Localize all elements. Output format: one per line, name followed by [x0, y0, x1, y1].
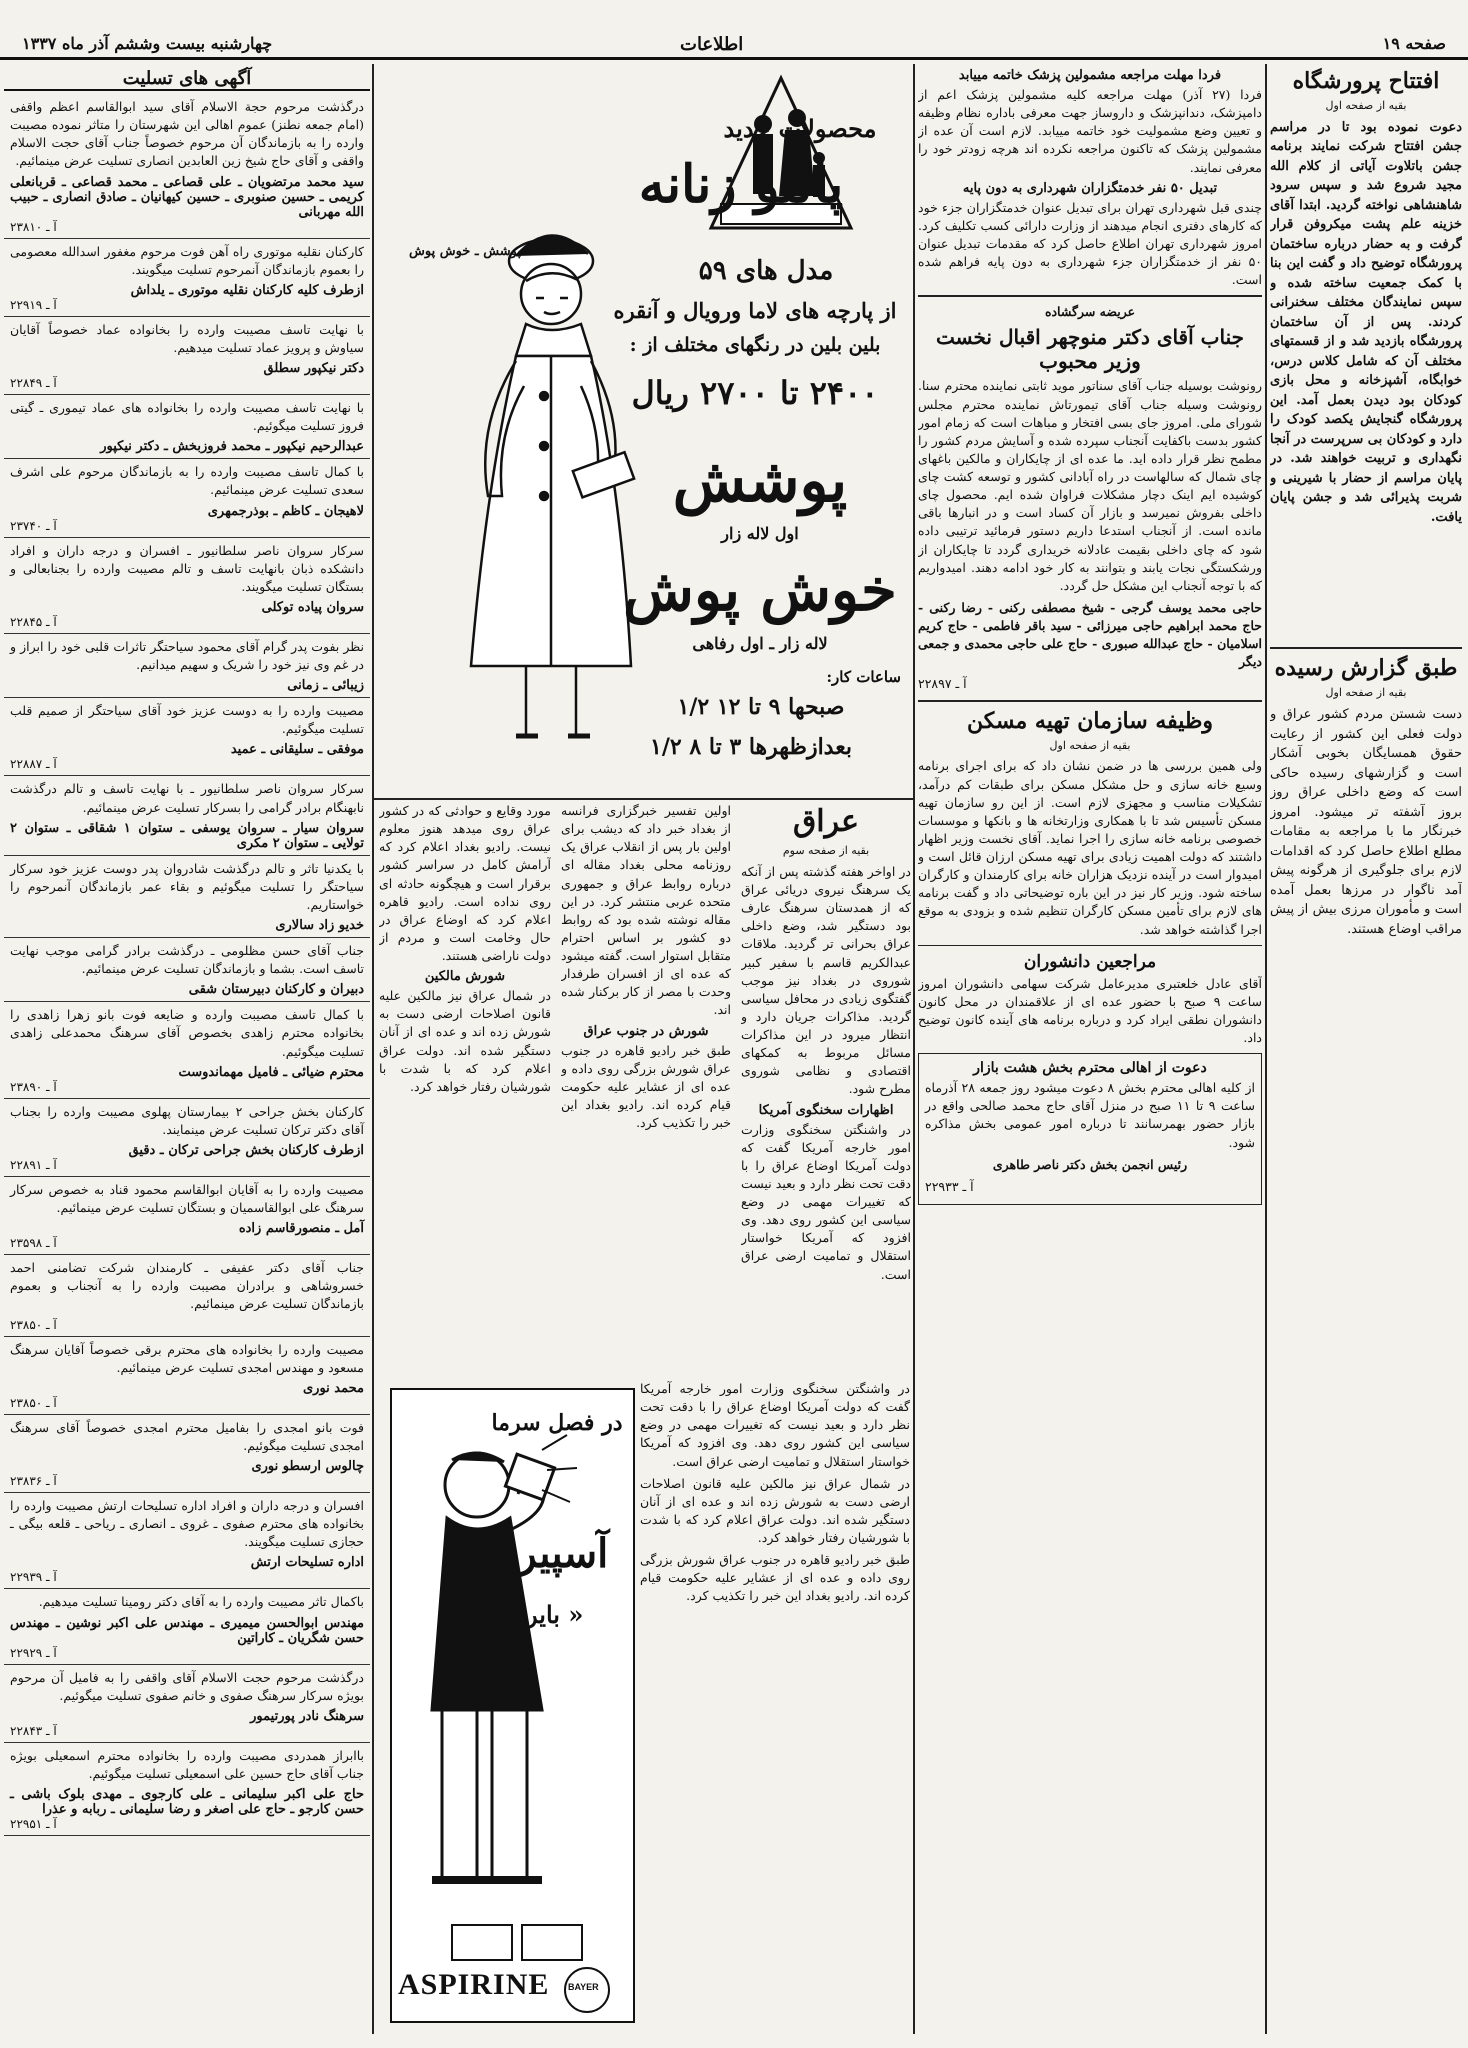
column-rule	[913, 64, 915, 2034]
center-right-column	[918, 66, 1262, 2034]
notice-body: نظر بفوت پدر گرام آقای محمود سیاحتگر تاثرات قلبی خود را ابراز و در غم وی نیز خود را شریک و سهیم میدانیم.	[10, 638, 364, 672]
iraq-col2b-text: طبق خبر رادیو قاهره در جنوب عراق شورش بزرگی روی داده و عده ای از عشایر علیه حکومت قیام کرده اند. رادیو بغداد این خبر را تکذیب کرد.	[561, 1042, 731, 1130]
notice-signature: اداره تسلیحات ارتش	[250, 1555, 364, 1571]
iraq-sub-3: شورش مالکین	[424, 969, 506, 985]
condolence-column	[4, 66, 370, 2034]
notice-body: با نهایت تاسف مصیبت وارده را بخانواده عماد خصوصاً آقایان سیاوش و پرویز عماد تسلیت میدهیم.	[10, 321, 364, 355]
notice-signature: مهندس ابوالحسن میمیری ـ مهندس علی اکبر نوشین ـ مهندس حسن شگریان ـ کاراتین	[10, 1615, 364, 1646]
condolence-notice	[4, 239, 370, 317]
open-letter-ref: آ ـ ۲۲۸۹۷	[918, 676, 967, 692]
iraq-article	[376, 802, 911, 1372]
bazaar-notice-title: دعوت از اهالی محترم بخش هشت بازار	[973, 1060, 1207, 1077]
news-headline-2: تبدیل ۵۰ نفر خدمتگزاران شهرداری به دون پایه	[962, 180, 1218, 196]
notice-body: مصیبت وارده را به آقایان ابوالقاسم محمود قناد به خصوص سرکار سرهنگ علی ابوالقاسمیان و بستگان تسلیت عرض مینمائیم.	[10, 1181, 364, 1215]
article-body: دعوت نموده بود تا در مراسم جشن افتتاح شرکت نمایند برنامه جشن باتلاوت آیاتی از کلام الله مجید شروع شد و سپس سرود شاهنشاهی نواخته گردید. ابتدا آقای خزینه علم پشت میکروفن قرار گرفت و به حضار درباره ساختمان پرورشگاه توضیح داد و گفت این بنا با کمک جمعیت ساخته شده و سپس نمایندگان مختلف سخنرانی کردند. پس از آن ساختمان پرورشگاه بازدید شد و از قسمتهای مختلف آن که شامل کلاس درس، خوابگاه، آشپزخانه و محل بازی کودکان بود دیدن بعمل آمد. این پرورشگاه گنجایش یکصد کودک را دارد و کودکان بی سرپرست در آنجا نگهداری و تربیت خواهند شد. در پایان مراسم از حضار با شیرینی و شربت پذیرائی شد و جشن پایان یافت.	[1270, 119, 1462, 525]
ad-title: پالتو زنانه	[638, 154, 844, 215]
condolence-notice	[4, 395, 370, 459]
store-pooshesh: پوشش	[672, 446, 848, 516]
store-khosh-poosh-address: لاله زار ـ اول رفاهی	[692, 634, 828, 653]
condolence-notice	[4, 938, 370, 1002]
notice-body: درگذشت مرحوم حجت الاسلام آقای واقفی را به فامیل آن مرحوم بویژه سرکار سرهنگ صفوی و خانم صفوی تسلیت میگوئیم.	[10, 1669, 364, 1703]
notice-body: کارکنان بخش جراحی ۲ بیمارستان پهلوی مصیبت وارده را بجناب آقای دکتر ترکان تسلیت عرض مینمایند.	[10, 1103, 364, 1137]
notice-signature: ازطرف کارکنان بخش جراحی ترکان ـ دقیق	[128, 1142, 364, 1158]
notice-ref: آ ـ ۲۲۸۴۹	[10, 376, 57, 390]
ad-colors: بلین بلین در رنگهای مختلف از :	[629, 334, 881, 356]
condolence-notice	[4, 94, 370, 239]
iraq-extra-text-3: طبق خبر رادیو قاهره در جنوب عراق شورش بزرگی روی داده و عده ای از عشایر علیه حکومت قیام کرده اند. رادیو بغداد این خبر را تکذیب کرد.	[640, 1552, 910, 1604]
condolence-notice	[4, 1099, 370, 1177]
housing-headline: وظیفه سازمان تهیه مسکن	[966, 707, 1214, 734]
notice-body: باابراز همدردی مصیبت وارده را بخانواده محترم اسمعیلی بویژه جناب آقای حاج حسین علی اسمعیلی تسلیت میگوئیم.	[10, 1747, 364, 1781]
ad-kicker: محصولات جدید	[723, 114, 877, 143]
iraq-continuation: بقیه از صفحه سوم	[782, 844, 870, 857]
notice-body: با نهایت تاسف مصیبت وارده را بخانواده های عماد تیموری ـ گیتی فروز تسلیت میگوئیم.	[10, 400, 364, 434]
notice-body: مصیبت وارده را به دوست عزیز خود آقای سیاحتگر از صمیم قلب تسلیت میگوئیم.	[10, 703, 364, 737]
notice-body: با یکدنیا تاثر و تالم درگذشت شادروان پدر دوست عزیز خود سرکار سیاحتگر را تسلیت میگوئیم و بقاء عمر بازماندگان آنمرحوم را خواستاریم.	[10, 860, 364, 912]
news-headline-1: فردا مهلت مراجعه مشمولین پزشک خاتمه مییابد	[958, 68, 1222, 83]
condolence-notice	[4, 698, 370, 776]
notice-ref: آ ـ ۲۲۸۹۱	[10, 1157, 57, 1172]
sneezing-man-drawing	[392, 1390, 633, 2021]
notice-ref: آ ـ ۲۲۹۳۹	[10, 1570, 57, 1585]
hours-morning: صبحها ۹ تا ۱۲ ۱/۲	[677, 694, 845, 720]
notice-signature: حاج علی اکبر سلیمانی ـ علی کارجوی ـ مهدی بلوک باشی ـ حسن کارجو ـ حاج علی اصغر و رضا سلیمانی ـ ربابه و عذرا	[10, 1787, 364, 1817]
condolence-notice	[4, 1002, 370, 1098]
ad-model: مدل های ۵۹	[698, 256, 834, 286]
danesh-body: آقای عادل خلعتبری مدیرعامل شرکت سهامی دانشوران امروز ساعت ۹ صبح با حضور عده ای از علاقمندان در محل کانون دانشوران نطقی ایراد کرد و درباره برنامه های آینده کانون توضیح داد.	[918, 975, 1262, 1046]
article-title-2: طبق گزارش رسیده	[1274, 655, 1458, 682]
notice-ref: آ ـ ۲۳۷۴۰	[10, 518, 57, 533]
housing-body: ولی همین بررسی ها در ضمن نشان داد که برای اجرای برنامه وسیع خانه سازی و حل مشکل مسکن برای طبقات کم درآمد، تشکیلات مناسب و مجهزی لازم است. از این رو سازمان تهیه مسکن تأسیس شد تا با همکاری وزارتخانه ها و بانکها و موسسات خصوصی برنامه خانه سازی را اجرا نماید. آقای نخست وزیر اظهار داشتند که دولت اهمیت زیادی برای تهیه مسکن ارزان قائل است و امیدوار است در آینده نزدیک هزاران خانه برای کارمندان و کارگران ساخته شود. وزیر کار نیز در این باره توضیحاتی داد و گفت برنامه های لازم برای تأمین مسکن کارگران تنظیم شده و بزودی به موقع اجرا گذاشته خواهد شد.	[918, 758, 1262, 937]
bazaar-notice-body: از کلیه اهالی محترم بخش ۸ دعوت میشود روز جمعه ۲۸ آذرماه ساعت ۹ تا ۱۱ صبح در منزل آقای حاج محمد صالحی واقع در بازار حضور بهمرسانند تا درباره امور عمومی بخش مذاکره شود.	[925, 1080, 1255, 1150]
aspirin-tagline: در فصل سرما	[491, 1410, 623, 1436]
notice-signature: عبدالرحیم نیکپور ـ محمد فروزبخش ـ دکتر نیکپور	[100, 439, 364, 455]
iraq-extra-text-2: در شمال عراق نیز مالکین علیه قانون اصلاحات ارضی دست به شورش زده اند و عده ای از آنان دستگیر شده اند. دولت عراق اعلام کرد که با شدت با شورشیان رفتار خواهد کرد.	[640, 1475, 910, 1545]
notice-body: سرکار سروان ناصر سلطانیور ـ افسران و درجه داران و افراد دانشکده ذبان بانهایت تاسف و تالم مصیبت وارده را بجنابعالی و بستگان تسلیت میگویند.	[10, 542, 364, 594]
notice-list	[4, 94, 370, 1836]
iraq-col1b-text: در واشنگتن سخنگوی وزارت امور خارجه آمریکا گفت که دولت آمریکا اوضاع عراق را با دقت تحت نظر دارد و بعید نیست که تغییرات مهمی در وضع سیاسی این کشور روی دهد. وی افزود که آمریکا خواستار استقلال و تمامیت ارضی عراق است.	[741, 1121, 911, 1282]
article-title: افتتاح پرورشگاه	[1292, 68, 1440, 94]
condolence-notice	[4, 317, 370, 395]
continuation-note-2: بقیه از صفحه اول	[1325, 686, 1407, 700]
iraq-col-2	[561, 802, 731, 1372]
notice-body: افسران و درجه داران و افراد اداره تسلیحات ارتش مصیبت وارده را بخانواده های محترم صفوی ـ غروی ـ انصاری ـ ریاحی ـ قلعه بیگی ـ حجازی تسلیت میگویند.	[10, 1498, 364, 1550]
condolence-notice	[4, 1177, 370, 1255]
notice-body: کارکنان نقلیه موتوری راه آهن فوت مرحوم مغفور اسدالله معصومی را بعموم بازماندگان آنمرحوم تسلیت میگویند.	[10, 243, 364, 277]
notice-body: با کمال تاسف مصیبت وارده را به بازماندگان مرحوم علی اشرف سعدی تسلیت عرض مینمائیم.	[10, 464, 364, 498]
notice-ref: آ ـ ۲۳۸۳۶	[10, 1474, 57, 1488]
column-rule	[1265, 64, 1267, 2034]
aspirin-title: آسپیرین	[475, 1530, 609, 1577]
ad-price: ۲۴۰۰ تا ۲۷۰۰ ریال	[631, 374, 879, 412]
notice-signature: خدیو زاد سالاری	[275, 918, 364, 933]
iraq-col-1	[741, 802, 911, 1372]
notice-body: فوت بانو امجدی را بفامیل محترم امجدی خصوصاً آقای سرهنگ امجدی تسلیت میگوئیم.	[10, 1419, 364, 1453]
hours-label: ساعات کار:	[826, 668, 901, 686]
coat-advertisement	[376, 66, 911, 796]
iraq-sub-1: اظهارات سخنگوی آمریکا	[758, 1102, 894, 1118]
notice-body: سرکار سروان ناصر سلطانیور ـ با نهایت تاسف و تالم درگذشت نابهنگام برادر گرامی را بسرکار تسلیت عرض مینمائیم.	[10, 781, 364, 815]
notice-ref: آ ـ ۲۳۸۱۰	[10, 219, 57, 234]
store-pooshesh-address: اول لاله زار	[721, 524, 799, 543]
ad-fabric: از پارچه های لاما ورویال و آنقره	[613, 298, 897, 323]
notice-body: جناب آقای دکتر عفیفی ـ کارمندان شرکت تضامنی احمد خسروشاهی و برادران مصیبت وارده را به آنجناب و بعموم بازماندگان تسلیت عرض مینمائیم.	[10, 1260, 364, 1312]
notice-signature: سروان پیاده توکلی	[261, 599, 364, 615]
issue-date: چهارشنبه بیست وششم آذر ماه ۱۳۳۷	[22, 34, 273, 53]
condolence-notice	[4, 1415, 370, 1493]
open-letter-signers: حاجی محمد یوسف گرجی - شیخ مصطفی رکنی - رضا رکنی - حاج محمد ابراهیم حاجی میرزائی - سید باقر فاطمی - حاج کریم اسلامیان - حاج عبدالله صبوری - حاج علی حاجی محمدی و جمعی دیگر	[918, 599, 1262, 670]
notice-signature: آمل ـ منصورقاسم زاده	[238, 1221, 364, 1237]
notice-signature: سرهنگ نادر پورتیمور	[250, 1708, 364, 1724]
right-column	[1270, 66, 1462, 2034]
notice-signature: سروان سیار ـ سروان یوسفی ـ ستوان ۱ شقاقی ـ ستوان ۲ تولایی ـ ستوان ۲ مکری	[10, 820, 364, 851]
notice-signature: زیبائی ـ زمانی	[287, 678, 364, 694]
aspirin-maker: « بایر »	[502, 1600, 584, 1629]
page-number: صفحه ۱۹	[1382, 34, 1446, 53]
condolence-header: آگهی های تسلیت	[4, 68, 370, 91]
housing-continuation: بقیه از صفحه اول	[1049, 738, 1131, 752]
notice-signature: دبیران و کارکنان دبیرستان شقی	[188, 982, 364, 998]
iraq-sub-2: شورش در جنوب عراق	[583, 1023, 709, 1039]
notice-ref: آ ـ ۲۲۹۵۱	[10, 1817, 57, 1831]
article-body-2: دست شستن مردم کشور عراق و دولت فعلی این کشور از رعایت حقوق همسایگان بخوبی آشکار است و گزارشهای رسیده حاکی است که وضع داخلی عراق روز بروز آشفته تر میشود. امروز خبرنگار ما با مراجعه به مقامات مطلع اطلاع حاصل کرد که اقدامات لازم برای جلوگیری از هرگونه پیش آمد ناگوار در مرزها بعمل آمده است و مأموران مرزی بیش از پیش مراقب اوضاع هستند.	[1270, 707, 1462, 937]
column-rule	[372, 64, 374, 2034]
store-khosh-poosh: خوش پوش	[623, 556, 897, 624]
aspirin-latin: ASPIRINE	[398, 1968, 550, 2001]
notice-signature: ازطرف کلیه کارکنان نقلیه موتوری ـ یلداش	[130, 282, 364, 298]
notice-signature: سید محمد مرتضویان ـ علی قصاعی ـ محمد قصاعی ـ قربانعلی کریمی ـ حسین صنوبری ـ حسین کیهانیان ـ صادق انصاری ـ حبیب الله مهربانی	[10, 174, 364, 220]
notice-ref: آ ـ ۲۳۸۵۰	[10, 1317, 57, 1332]
notice-signature: چالوس ارسطو نوری	[251, 1459, 364, 1474]
notice-ref: آ ـ ۲۳۸۹۰	[10, 1079, 57, 1094]
notice-ref: آ ـ ۲۲۹۲۹	[10, 1645, 57, 1660]
iraq-extra-text: در واشنگتن سخنگوی وزارت امور خارجه آمریکا گفت که دولت آمریکا اوضاع عراق را با دقت تحت نظر دارد و بعید نیست که تغییرات مهمی در وضع سیاسی این کشور روی دهد. وی افزود که آمریکا خواستار استقلال و تمامیت ارضی عراق است.	[640, 1381, 910, 1469]
news-body-2: چندی قبل شهرداری تهران برای تبدیل عنوان خدمتگزاران جزء خود که کارهای دفتری انجام میدهند از وزارت دارائی کسب تکلیف کرد. امروز شهرداری تهران اطلاع حاصل کرد که مقدمات تبدیل عنوان ۵۰ نفر از خدمتگزاران جزء شهرداری به دون پایه فراهم شده است.	[918, 199, 1262, 288]
condolence-notice	[4, 1743, 370, 1836]
hours-afternoon: بعدازظهرها ۳ تا ۸ ۱/۲	[650, 734, 852, 760]
notice-body: جناب آقای حسن مظلومی ـ درگذشت برادر گرامی موجب نهایت تاسف است. بشما و بازماندگان تسلیت عرض مینمائیم.	[10, 943, 364, 977]
ad-divider	[374, 798, 913, 800]
iraq-title: عراق	[792, 804, 860, 839]
condolence-notice	[4, 538, 370, 634]
condolence-notice	[4, 1665, 370, 1743]
condolence-notice	[4, 1589, 370, 1664]
notice-ref: آ ـ ۲۳۵۹۸	[10, 1236, 57, 1251]
condolence-notice	[4, 459, 370, 537]
condolence-notice	[4, 1255, 370, 1336]
paper-name: اطلاعات	[680, 34, 744, 55]
ad-brand-tag: پوشش ـ خوش پوش	[408, 244, 521, 259]
notice-ref: آ ـ ۲۲۸۴۵	[10, 614, 57, 629]
continuation-note: بقیه از صفحه اول	[1325, 99, 1407, 112]
open-letter-headline: جناب آقای دکتر منوچهر اقبال نخست وزیر محبوب	[936, 325, 1244, 374]
condolence-notice	[4, 856, 370, 938]
iraq-col3b-text: در شمال عراق نیز مالکین علیه قانون اصلاحات ارضی دست به شورش زده اند و عده ای از آنان دستگیر شده اند. دولت عراق اعلام کرد که با شدت با شورشیان رفتار خواهد کرد.	[379, 988, 551, 1094]
notice-body: درگذشت مرحوم حجة الاسلام آقای سید ابوالقاسم اعظم واقفی (امام جمعه نطنز) عموم اهالی این شهرستان را متاثر نموده مصیبت وارده را به بازماندگان آن مرحوم خصوصاً جناب آقای حجت الاسلام واقفی و آقای حاج شیخ زین العابدین انصاری تسلیت عرض مینمائیم.	[10, 99, 364, 169]
notice-signature: محترم ضیائی ـ فامیل مهماندوست	[178, 1064, 364, 1080]
news-body-1: فردا (۲۷ آذر) مهلت مراجعه کلیه مشمولین پزشک اعم از دامپزشک، دندانپزشک و داروساز جهت معرفی باداره نظام وظیفه و تعیین وضع مشمولیت خود خاتمه مییابد. لازم است آن عده از مشمولین پزشک که تاکنون مراجعه نکرده اند هرچه زودتر خود را معرفی نمایند.	[918, 87, 1262, 175]
notice-body: باکمال تاثر مصیبت وارده را به آقای دکتر رومینا تسلیت میدهیم.	[38, 1594, 364, 1610]
open-letter-kicker: عریضه سرگشاده	[1044, 304, 1136, 320]
iraq-col-3	[379, 802, 551, 1372]
iraq-continuation-block	[640, 1380, 910, 2030]
condolence-notice	[4, 1337, 370, 1415]
notice-ref: آ ـ ۲۳۸۵۰	[10, 1395, 57, 1410]
aspirin-advertisement	[390, 1388, 635, 2023]
danesh-headline: مراجعین دانشوران	[1023, 951, 1157, 972]
bayer-seal: BAYER	[568, 1982, 599, 1992]
bazaar-notice-ref: آ ـ ۲۲۹۳۳	[925, 1178, 974, 1194]
notice-signature: دکتر نیکپور سطلق	[263, 361, 364, 376]
notice-ref: آ ـ ۲۲۹۱۹	[10, 297, 57, 312]
notice-body: مصیبت وارده را بخانواده های محترم برقی خصوصاً آقایان سرهنگ مسعود و مهندس امجدی تسلیت عرض مینمائیم.	[10, 1341, 364, 1375]
iraq-col3-text: مورد وقایع و حوادثی که در کشور عراق روی میدهد هنوز معلوم نیست. رادیو بغداد اعلام کرد که آرامش کامل در سراسر کشور برقرار است و هیچگونه حادثه ای روی نداده است. رادیو قاهره اعلام کرد که اوضاع عراق در حال وخامت است و مردم از دولت ناراضی هستند.	[379, 803, 551, 963]
bazaar-notice-sig: رئیس انجمن بخش دکتر ناصر طاهری	[992, 1156, 1188, 1172]
iraq-col1-text: در اواخر هفته گذشته پس از آنکه یک سرهنگ نیروی دریائی عراق که از همدستان سرهنگ عارف بود دستگیر شد، وضع داخلی عراق بحرانی تر گردید. ملاقات عبدالکریم قاسم با سفیر کبیر شوروی در بغداد نیز موجب گفتگوی زیادی در محافل سیاسی گردید. مذاکرات جریان دارد و انتظار میرود در این مذاکرات مسائل مربوط به کمکهای اقتصادی و نظامی شوروی مطرح شود.	[741, 863, 911, 1097]
bazaar-notice	[918, 1053, 1262, 1205]
page-header	[0, 0, 1468, 60]
iraq-col2-text: اولین تفسیر خبرگزاری فرانسه از بغداد خبر داد که دیشب برای اولین بار پس از انقلاب عراق یک روزنامه محلی بغداد مقاله ای درباره روابط عراق و جمهوری متحده عربی منتشر کرد. در این مقاله نوشته شده بود که روابط دو کشور بر اساس احترام متقابل استوار است. گفته میشود که عده ای از افسران طرفدار وحدت با مصر از کار برکنار شده اند.	[561, 803, 731, 1018]
notice-body: با کمال تاسف مصیبت وارده و ضایعه فوت بانو زهرا زاهدی را بخانواده محترم زاهدی بخصوص آقای سرهنگ محمدعلی زاهدی تسلیت میگوئیم.	[10, 1007, 364, 1059]
notice-signature: موفقی ـ سلیقانی ـ عمید	[230, 742, 364, 758]
notice-signature: لاهیجان ـ کاظم ـ بوذرجمهری	[207, 503, 364, 519]
notice-ref: آ ـ ۲۲۸۸۷	[10, 757, 57, 772]
open-letter-body: رونوشت بوسیله جناب آقای سناتور موید ثابتی نماینده محترم سنا. رونوشت وسیله جناب آقای تیمورتاش نماینده محترم مجلس شورای ملی. امروز جای بسی افتخار و مباهات است که زمام امور کشور بدست باکفایت آنجناب سپرده شده و آسایش مردم کشور را مطمح نظر قرار داده اید. ما عده ای از چایکاران و مالکین باغهای چای شمال که سالهاست در راه آبادانی کشور و توسعه کشت چای کوشیده ایم اینک دچار مشکلات فراوان شده ایم. محصول چای داخلی بفروش نمیرسد و بازار آن کساد است و در انبارها باقی مانده است. از آنجناب استدعا داریم دستور فرمائید ترتیبی داده شود که چای داخلی بقیمت عادلانه خریداری گردد تا چایکاران از ورشکستگی نجات یابند و بتوانند به کار خود ادامه دهند. امیدواریم که با توجه آنجناب این مشکل حل گردد.	[918, 378, 1262, 593]
notice-signature: محمد نوری	[302, 1380, 364, 1396]
condolence-notice	[4, 634, 370, 698]
condolence-notice	[4, 776, 370, 855]
condolence-notice	[4, 1493, 370, 1589]
notice-ref: آ ـ ۲۲۸۴۳	[10, 1723, 57, 1738]
